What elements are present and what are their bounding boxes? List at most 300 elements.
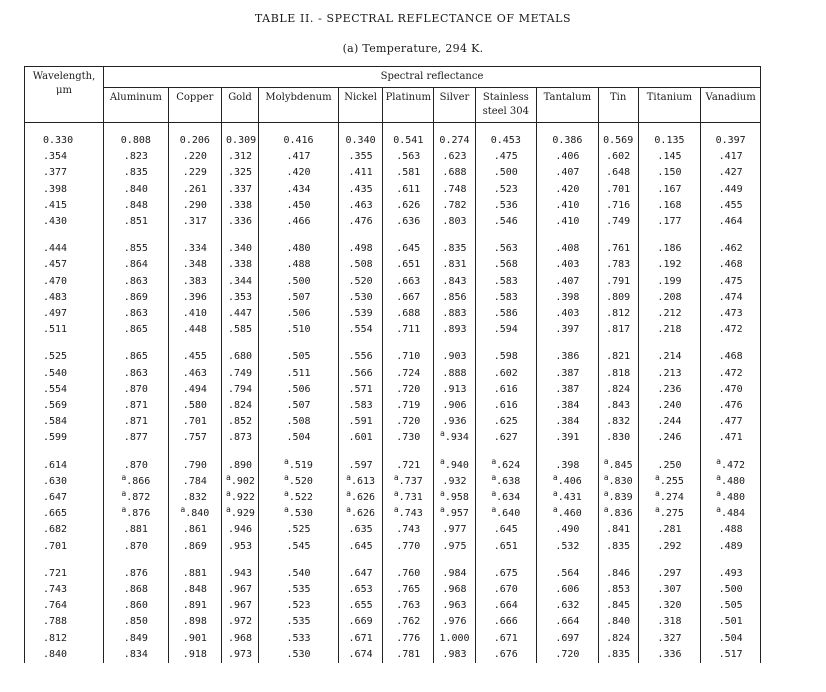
metal-header: Aluminum [104,88,169,123]
reflectance-cell: .455 [168,349,221,365]
reflectance-cell: .384 [537,414,599,430]
reflectance-cell: .967 [222,582,259,598]
reflectance-cell: .865 [104,349,169,365]
cell-value: .940 [444,459,469,471]
reflectance-cell: .417 [258,149,338,165]
reflectance-cell: .763 [383,598,434,614]
spacer-cell [168,338,221,349]
table-row [25,414,761,430]
reflectance-cell: .540 [258,566,338,582]
reflectance-cell: .517 [701,647,761,663]
reflectance-cell: .832 [598,414,638,430]
reflectance-cell: .581 [383,165,434,181]
cell-value: .460 [557,508,582,520]
spectral-reflectance-table [24,66,761,663]
reflectance-cell: .523 [475,182,537,198]
reflectance-cell: .871 [104,398,169,414]
reflectance-cell: .186 [638,241,701,257]
reflectance-cell: .208 [638,290,701,306]
reflectance-cell: .968 [222,631,259,647]
reflectance-cell: .953 [222,539,259,555]
reflectance-cell: .383 [168,274,221,290]
cell-value: .519 [288,459,313,471]
reflectance-cell: .338 [222,257,259,273]
reflectance-cell: 0.206 [168,133,221,149]
reflectance-cell: .510 [258,322,338,338]
spacer-cell [104,447,169,458]
wavelength-cell: .354 [25,149,104,165]
reflectance-cell: .635 [339,522,383,538]
reflectance-cell: .410 [537,214,599,230]
reflectance-cell: .506 [258,306,338,322]
reflectance-cell: .636 [383,214,434,230]
footnote-marker: a [284,489,289,499]
spacer-cell [339,447,383,458]
reflectance-cell: .977 [434,522,475,538]
cell-value: .613 [350,475,376,487]
reflectance-cell: .898 [168,614,221,630]
reflectance-cell: .167 [638,182,701,198]
table-row [25,490,761,506]
spacer-cell [638,230,701,241]
reflectance-cell: .901 [168,631,221,647]
reflectance-cell: .598 [475,349,537,365]
reflectance-cell: .246 [638,430,701,446]
reflectance-cell: .724 [383,366,434,382]
spacer-cell [434,123,475,134]
table-row [25,133,761,149]
reflectance-cell: .597 [339,458,383,474]
reflectance-cell: .508 [339,257,383,273]
reflectance-cell: .398 [537,458,599,474]
reflectance-cell: .841 [598,522,638,538]
footnote-marker: a [491,505,497,515]
cell-value: .624 [496,459,521,471]
reflectance-cell: .471 [701,430,761,446]
footnote-marker: a [440,489,445,499]
wavelength-cell: .682 [25,522,104,538]
reflectance-cell [598,506,638,522]
reflectance-cell: .535 [258,582,338,598]
reflectance-cell: .852 [222,414,259,430]
reflectance-cell: .417 [701,149,761,165]
reflectance-cell: .845 [598,598,638,614]
reflectance-cell: .312 [222,149,259,165]
table-row [25,539,761,555]
reflectance-cell: .645 [339,539,383,555]
reflectance-cell: .770 [383,539,434,555]
reflectance-cell: .533 [258,631,338,647]
reflectance-cell [638,490,701,506]
reflectance-cell: .297 [638,566,701,582]
reflectance-cell: .616 [475,382,537,398]
reflectance-cell [222,490,259,506]
spacer-cell [475,555,537,566]
reflectance-cell: .261 [168,182,221,198]
reflectance-cell [638,474,701,490]
reflectance-cell: .250 [638,458,701,474]
reflectance-cell: .407 [537,274,599,290]
wavelength-cell: .569 [25,398,104,414]
metal-header: Titanium [638,88,701,123]
reflectance-cell: .397 [537,322,599,338]
reflectance-cell: .546 [475,214,537,230]
spacer-cell [434,338,475,349]
reflectance-cell: 0.386 [537,133,599,149]
table-row [25,566,761,582]
reflectance-cell: .710 [383,349,434,365]
reflectance-cell: .508 [258,414,338,430]
spacer-cell [339,338,383,349]
reflectance-cell: .846 [598,566,638,582]
reflectance-cell: .236 [638,382,701,398]
wavelength-cell: .415 [25,198,104,214]
reflectance-cell: .843 [434,274,475,290]
spacer-cell [701,338,761,349]
footnote-marker: a [655,489,660,499]
table-row [25,257,761,273]
reflectance-cell: .918 [168,647,221,663]
reflectance-cell: .473 [701,306,761,322]
reflectance-cell: .318 [638,614,701,630]
reflectance-cell: .856 [434,290,475,306]
reflectance-cell: .488 [258,257,338,273]
reflectance-cell: .663 [383,274,434,290]
wavelength-cell: .457 [25,257,104,273]
footnote-marker: a [716,456,721,466]
spacer-cell [104,555,169,566]
reflectance-cell: .145 [638,149,701,165]
reflectance-cell: .832 [168,490,221,506]
footnote-marker: a [121,489,127,499]
reflectance-cell: .783 [598,257,638,273]
reflectance-cell: .602 [598,149,638,165]
reflectance-cell: .670 [475,582,537,598]
spacer-cell [104,230,169,241]
reflectance-cell: .870 [104,382,169,398]
reflectance-cell: .664 [475,598,537,614]
spacer-cell [598,338,638,349]
spacer-cell [537,123,599,134]
spacer-cell [598,230,638,241]
reflectance-cell: .835 [598,647,638,663]
wavelength-cell: .430 [25,214,104,230]
group-separator [25,555,761,566]
footnote-marker: a [180,505,186,515]
reflectance-cell: .470 [701,382,761,398]
reflectance-cell: .530 [339,290,383,306]
reflectance-cell [168,506,221,522]
reflectance-cell [701,474,761,490]
spacer-cell [383,230,434,241]
spacer-cell [25,338,104,349]
metal-header-row [25,88,761,123]
reflectance-cell: .336 [638,647,701,663]
reflectance-cell: 0.397 [701,133,761,149]
reflectance-cell: .564 [537,566,599,582]
reflectance-cell: .781 [383,647,434,663]
reflectance-cell: .535 [258,614,338,630]
table-row [25,214,761,230]
reflectance-cell: .877 [104,430,169,446]
reflectance-cell: .568 [475,257,537,273]
cell-value: .957 [444,508,469,520]
reflectance-cell: .864 [104,257,169,273]
reflectance-cell: .505 [258,349,338,365]
cell-value: .522 [288,492,313,504]
reflectance-cell: .760 [383,566,434,582]
metal-header: Stainless steel 304 [475,88,537,123]
cell-value: .934 [444,432,469,444]
cell-value: .902 [230,475,255,487]
footnote-marker: a [440,456,445,466]
reflectance-cell: .936 [434,414,475,430]
reflectance-cell: .464 [701,214,761,230]
table-row [25,614,761,630]
table-row [25,458,761,474]
cell-value: .840 [185,508,210,520]
reflectance-cell: .601 [339,430,383,446]
reflectance-cell: .851 [104,214,169,230]
spacer-cell [383,447,434,458]
reflectance-cell: .396 [168,290,221,306]
wavelength-cell: .788 [25,614,104,630]
reflectance-cell: .317 [168,214,221,230]
reflectance-cell: .434 [258,182,338,198]
reflectance-cell: .968 [434,582,475,598]
spacer-cell [475,230,537,241]
reflectance-cell: .671 [475,631,537,647]
footnote-marker: a [716,472,721,482]
reflectance-cell: .474 [701,290,761,306]
footnote-marker: a [226,472,231,482]
reflectance-cell: .870 [104,458,169,474]
reflectance-cell: .472 [701,322,761,338]
footnote-marker: a [716,505,721,515]
spacer-cell [638,447,701,458]
wavelength-unit: μm [56,85,72,96]
reflectance-cell: .177 [638,214,701,230]
reflectance-cell [701,458,761,474]
spacer-cell [537,555,599,566]
reflectance-cell: .490 [537,522,599,538]
reflectance-cell: .863 [104,366,169,382]
footnote-marker: a [655,505,660,515]
reflectance-cell: .536 [475,198,537,214]
reflectance-cell: .501 [701,614,761,630]
reflectance-cell: .647 [339,566,383,582]
reflectance-cell: .645 [475,522,537,538]
reflectance-cell: .853 [598,582,638,598]
cell-value: .958 [444,492,469,504]
reflectance-cell: .408 [537,241,599,257]
reflectance-cell: .818 [598,366,638,382]
spacer-cell [537,338,599,349]
spacer-cell [258,447,338,458]
reflectance-cell: .406 [537,149,599,165]
reflectance-cell: .340 [222,241,259,257]
reflectance-cell [383,490,434,506]
reflectance-cell [258,458,338,474]
reflectance-cell: .688 [383,306,434,322]
table-row [25,631,761,647]
reflectance-cell: .476 [339,214,383,230]
reflectance-cell [598,458,638,474]
reflectance-cell: .720 [383,382,434,398]
wavelength-cell: .840 [25,647,104,663]
spacer-cell [222,230,259,241]
reflectance-cell: .863 [104,306,169,322]
reflectance-cell: .583 [339,398,383,414]
reflectance-cell: .676 [475,647,537,663]
reflectance-cell [434,458,475,474]
reflectance-cell [598,490,638,506]
reflectance-cell: .983 [434,647,475,663]
spacer-cell [168,123,221,134]
reflectance-cell [222,474,259,490]
reflectance-cell: .967 [222,598,259,614]
reflectance-cell [638,506,701,522]
spacer-cell [339,123,383,134]
reflectance-cell: .213 [638,366,701,382]
reflectance-cell: .410 [537,198,599,214]
reflectance-cell: .447 [222,306,259,322]
reflectance-cell: .863 [104,274,169,290]
reflectance-cell [434,430,475,446]
reflectance-cell: .888 [434,366,475,382]
table-body [25,123,761,664]
reflectance-cell [339,474,383,490]
reflectance-cell: .348 [168,257,221,273]
reflectance-cell: .500 [258,274,338,290]
reflectance-cell [475,490,537,506]
cell-value: .530 [288,508,313,520]
reflectance-cell: .387 [537,366,599,382]
reflectance-cell: .840 [598,614,638,630]
cell-value: .520 [288,475,313,487]
cell-value: .929 [230,508,255,520]
table-row [25,182,761,198]
cell-value: .737 [398,475,423,487]
reflectance-cell: .556 [339,349,383,365]
table-row [25,349,761,365]
spacer-cell [258,555,338,566]
reflectance-cell: .403 [537,257,599,273]
wavelength-cell: .470 [25,274,104,290]
reflectance-cell: .591 [339,414,383,430]
table-subtitle: (a) Temperature, 294 K. [342,42,484,55]
table-row [25,582,761,598]
reflectance-cell: .697 [537,631,599,647]
reflectance-cell: .511 [258,366,338,382]
spacer-cell [598,123,638,134]
reflectance-cell: .675 [475,566,537,582]
reflectance-cell [537,506,599,522]
reflectance-cell: .489 [701,539,761,555]
wavelength-cell: .647 [25,490,104,506]
reflectance-cell: .611 [383,182,434,198]
reflectance-cell: .701 [168,414,221,430]
cell-value: .872 [126,492,151,504]
reflectance-cell: .475 [475,149,537,165]
reflectance-cell: .881 [104,522,169,538]
reflectance-cell: .563 [475,241,537,257]
spectral-reflectance-header: Spectral reflectance [104,67,761,88]
footnote-marker: a [655,472,660,482]
reflectance-cell: .475 [701,274,761,290]
spacer-cell [168,447,221,458]
reflectance-cell: .494 [168,382,221,398]
footnote-marker: a [284,505,289,515]
cell-value: .922 [230,492,255,504]
reflectance-cell: .463 [168,366,221,382]
spacer-cell [537,447,599,458]
reflectance-cell: .290 [168,198,221,214]
reflectance-cell: .868 [104,582,169,598]
spacer-cell [258,230,338,241]
spacer-cell [222,555,259,566]
reflectance-cell: .411 [339,165,383,181]
reflectance-cell: .976 [434,614,475,630]
metal-header: Gold [222,88,259,123]
wavelength-cell: .743 [25,582,104,598]
reflectance-cell: .830 [598,430,638,446]
reflectance-cell: .824 [598,631,638,647]
reflectance-cell: .835 [434,241,475,257]
reflectance-cell: .701 [598,182,638,198]
reflectance-cell: .420 [537,182,599,198]
reflectance-cell: .823 [104,149,169,165]
reflectance-cell: .448 [168,322,221,338]
reflectance-cell: .344 [222,274,259,290]
table-row [25,198,761,214]
cell-value: .638 [496,475,521,487]
cell-value: .876 [126,508,151,520]
spacer-cell [475,338,537,349]
reflectance-cell: .762 [383,614,434,630]
reflectance-cell: .765 [383,582,434,598]
reflectance-cell [339,506,383,522]
footnote-marker: a [716,489,721,499]
reflectance-cell: .530 [258,647,338,663]
reflectance-cell: 0.340 [339,133,383,149]
reflectance-cell: .749 [222,366,259,382]
footnote-marker: a [491,472,497,482]
wavelength-cell: .483 [25,290,104,306]
reflectance-cell: .472 [701,366,761,382]
table-row [25,522,761,538]
spacer-cell [638,123,701,134]
reflectance-cell [537,474,599,490]
metal-header: Tantalum [537,88,599,123]
reflectance-cell: .835 [598,539,638,555]
reflectance-cell: .420 [258,165,338,181]
reflectance-cell: .218 [638,322,701,338]
reflectance-cell [537,490,599,506]
cell-value: .836 [608,508,633,520]
wavelength-cell: .444 [25,241,104,257]
cell-value: .634 [496,492,521,504]
reflectance-cell: .843 [598,398,638,414]
spacer-cell [222,447,259,458]
reflectance-cell: .353 [222,290,259,306]
cell-value: .830 [608,475,633,487]
reflectance-cell: .320 [638,598,701,614]
reflectance-cell: .506 [258,382,338,398]
reflectance-cell: .688 [434,165,475,181]
reflectance-cell: .782 [434,198,475,214]
reflectance-cell: .984 [434,566,475,582]
